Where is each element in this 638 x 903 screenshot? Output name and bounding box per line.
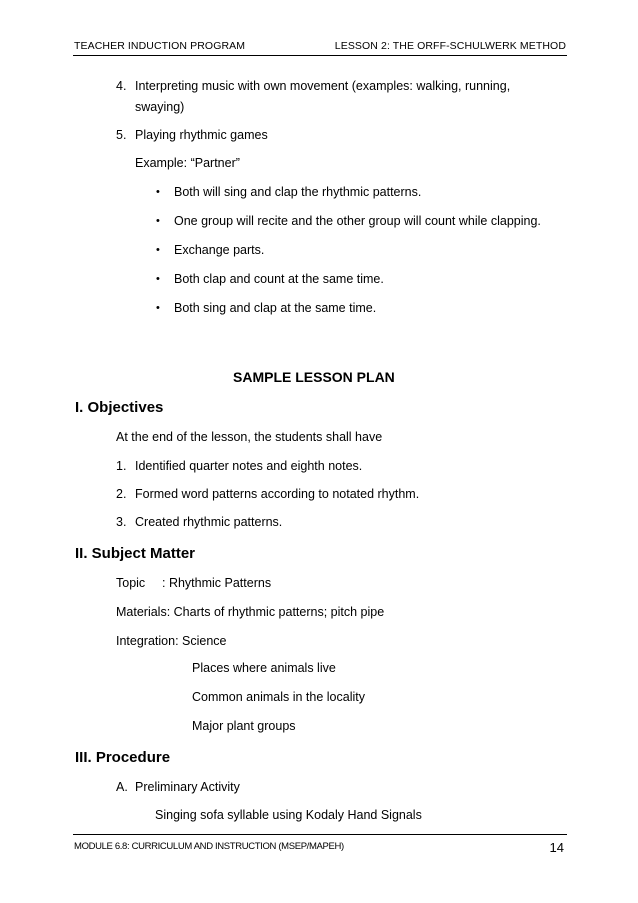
bullet-dot-icon: • [156,215,160,227]
procedure-a-text: Preliminary Activity [135,780,240,794]
example-text: Example: “Partner” [135,156,240,170]
materials-text: Materials: Charts of rhythmic patterns; pitch pipe [116,605,385,619]
objective-number: 3. [116,515,127,529]
header-rule [73,55,567,56]
integration-item: Places where animals live [192,661,336,675]
procedure-heading: III. Procedure [75,749,171,766]
bullet-item: Exchange parts. [174,243,265,257]
bullet-item: One group will recite and the other group will count while clapping. [174,214,541,228]
lesson-plan-title: SAMPLE LESSON PLAN [233,369,395,385]
integration-item: Major plant groups [192,719,296,733]
header-right: LESSON 2: THE ORFF-SCHULWERK METHOD [334,40,566,52]
objective-number: 2. [116,487,127,501]
bullet-dot-icon: • [156,273,160,285]
item-5-text: Playing rhythmic games [135,128,268,142]
item-4-line1: Interpreting music with own movement (examples: walking, running, [135,79,511,93]
bullet-item: Both sing and clap at the same time. [174,301,377,315]
page-number: 14 [549,840,564,855]
topic-label: Topic [116,576,146,590]
integration-text: Integration: Science [116,634,227,648]
topic-value: : Rhythmic Patterns [162,576,272,590]
integration-item: Common animals in the locality [192,690,365,704]
bullet-item: Both will sing and clap the rhythmic patterns. [174,185,422,199]
procedure-a-label: A. [116,780,128,794]
bullet-item: Both clap and count at the same time. [174,272,384,286]
header-left: TEACHER INDUCTION PROGRAM [74,40,246,52]
footer-rule [73,834,567,835]
objectives-heading: I. Objectives [75,399,164,416]
footer-left: MODULE 6.8: CURRICULUM AND INSTRUCTION (MSEP/MAPEH) [74,841,344,852]
objective-text: Identified quarter notes and eighth notes. [135,459,363,473]
objective-text: Created rhythmic patterns. [135,515,283,529]
bullet-dot-icon: • [156,186,160,198]
objectives-intro: At the end of the lesson, the students shall have [116,430,383,444]
bullet-dot-icon: • [156,302,160,314]
objective-number: 1. [116,459,127,473]
procedure-a-sub: Singing sofa syllable using Kodaly Hand Signals [155,808,422,822]
objective-text: Formed word patterns according to notated rhythm. [135,487,420,501]
item-4-line2: swaying) [135,100,185,114]
item-5-number: 5. [116,128,127,142]
bullet-dot-icon: • [156,244,160,256]
item-4-number: 4. [116,79,127,93]
subject-matter-heading: II. Subject Matter [75,545,196,562]
